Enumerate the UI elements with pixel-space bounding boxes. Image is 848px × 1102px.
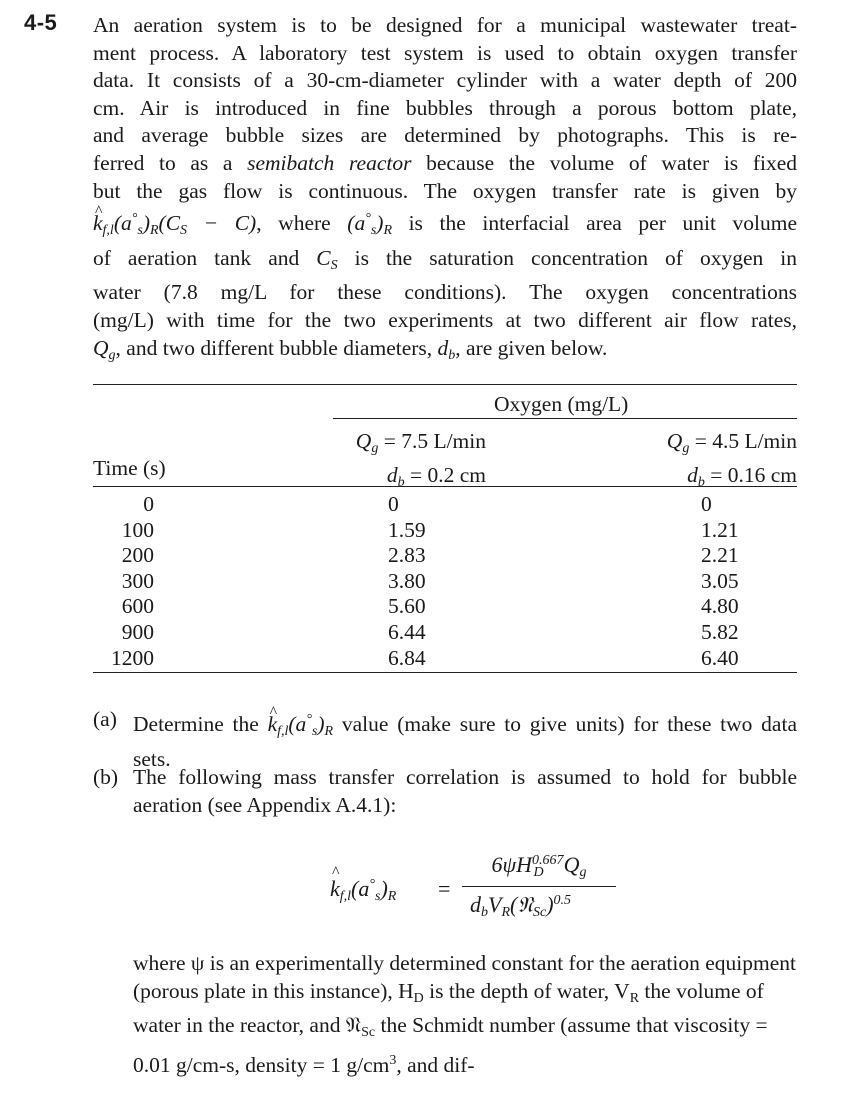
table-cell: 2.83 [388, 543, 426, 568]
table-bottom-rule [93, 672, 797, 673]
equation-numerator: $6\psi H^{0.667}_D$ $Q_g$ [491, 852, 587, 880]
intro-line: ferred to as a semibatch reactor because the volume of water is fixed [93, 150, 798, 175]
table-cell: 1.21 [701, 517, 739, 542]
table-cell: 6.44 [388, 619, 426, 644]
set2-column [701, 492, 761, 671]
time-column [100, 492, 154, 671]
part-a-label: (a) [93, 707, 117, 731]
table-cell: 200 [121, 543, 154, 568]
table-cell: 6.84 [388, 645, 426, 670]
table-cell: 6.40 [701, 645, 739, 670]
intro-line: data. It consists of a 30-cm-diameter cylinder with a water depth of 200 [93, 68, 797, 93]
equals-sign: = [438, 876, 451, 901]
part-b-label: (b) [93, 765, 119, 789]
problem-statement [93, 12, 797, 369]
equation-lhs: ^ $k_{f,l}(a^\circ_s)_R$ [330, 876, 396, 905]
table-cell: 300 [121, 568, 154, 593]
part-b [93, 764, 797, 819]
set1-column [388, 492, 448, 671]
table-cell: 0 [388, 492, 399, 516]
table-cell: 900 [121, 619, 154, 644]
table-cell: 1200 [111, 645, 154, 670]
intro-line: $Q_g$, and two different bubble diameters, $d_b$, are given below. [93, 335, 608, 363]
intro-line: cm. Air is introduced in fine bubbles through a porous bottom plate, [93, 95, 797, 120]
table-cell: 3.80 [388, 568, 426, 593]
fraction-bar [462, 886, 616, 887]
table-cell: 3.05 [701, 568, 739, 593]
intro-line: but the gas flow is continuous. The oxygen transfer rate is given by [93, 178, 797, 203]
intro-line: An aeration system is to be designed for a municipal wastewater treat- [93, 13, 797, 37]
time-column-header: Time (s) [93, 456, 166, 480]
column-header-set2: $Q_g = 4.5$ L/min $d_b = 0.16$ cm [666, 429, 797, 490]
table-cell: 0 [143, 492, 154, 516]
intro-line: and average bubble sizes are determined by photographs. This is re- [93, 123, 797, 148]
table-cell: 0 [701, 492, 712, 516]
semibatch-reactor-term: semibatch reactor [247, 150, 412, 175]
part-b-text: The following mass transfer correlation is assumed to hold for bubble aeration (see Appendix A.4.1): [133, 765, 797, 817]
table-cell: 2.21 [701, 543, 739, 568]
table-header-rule [93, 486, 797, 487]
column-header-set1: $Q_g = 7.5$ L/min $d_b = 0.2$ cm [355, 429, 486, 490]
intro-line: ^ $k_{f,l}(a^\circ_s)_R(C_S - C)$, where $(a^\circ_s)_R$ is the interfacial area per unit volume [93, 205, 797, 245]
table-cell: 100 [121, 517, 154, 542]
table-top-rule [93, 384, 797, 385]
intro-line: (mg/L) with time for the two experiments at two different air flow rates, [93, 307, 797, 332]
oxygen-group-header: Oxygen (mg/L) [494, 392, 629, 416]
table-cell: 1.59 [388, 517, 426, 542]
mass-transfer-equation [330, 852, 650, 922]
part-a-text: Determine the ^ $k_{f,l}(a^\circ_s)_R$ value (make sure to give units) for these two data sets. [133, 706, 797, 773]
group-header-rule [333, 418, 797, 419]
intro-line: of aeration tank and $C_S$ is the saturation concentration of oxygen in [93, 245, 797, 273]
intro-line: water (7.8 mg/L for these conditions). The oxygen concentrations [93, 280, 797, 305]
table-cell: 5.60 [388, 594, 426, 619]
problem-number: 4-5 [24, 10, 58, 35]
table-cell: 600 [121, 594, 154, 619]
table-cell: 5.82 [701, 619, 739, 644]
where-paragraph: where ψ is an experimentally determined constant for the aeration equipment (porous plate in this instance), $H_D$ is the depth of water, $V_R$ the volume of water in the reactor, and 𝔑$_{Sc}$ the Schmidt number (assume that viscosity = 0.01 g/cm-s, density = 1 $g/cm^3$, and dif- [133, 951, 796, 1077]
equation-denominator: $d_bV_R(𝔑_{Sc})^{0.5}$ [470, 892, 572, 920]
intro-line: ment process. A laboratory test system is used to obtain oxygen transfer [93, 40, 797, 65]
table-cell: 4.80 [701, 594, 739, 619]
